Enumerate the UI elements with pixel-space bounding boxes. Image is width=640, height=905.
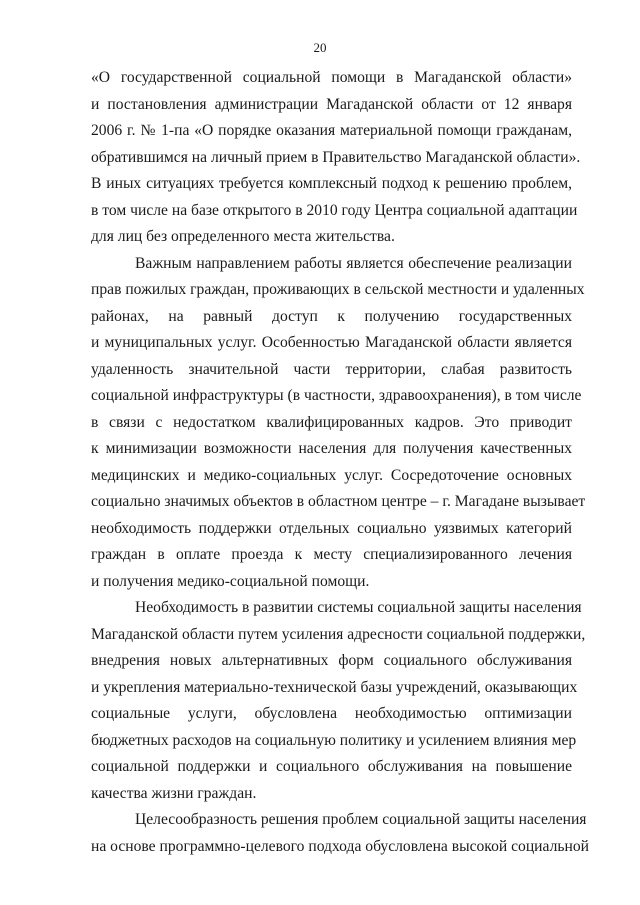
text-line: Важным направлением работы является обеспечение реализации <box>135 254 572 272</box>
text-line: социальные услуги, обусловлена необходимостью оптимизации <box>91 705 572 722</box>
body-text <box>91 65 589 860</box>
text-line: бюджетных расходов на социальную политику и усилением влияния мер <box>91 731 577 749</box>
text-line: обратившимся на личный прием в Правительство Магаданской области». <box>91 148 581 166</box>
page-number: 20 <box>313 40 327 55</box>
text-line: социально значимых объектов в областном центре – г. Магадане вызывает <box>91 493 586 510</box>
text-line: районах, на равный доступ к получению государственных <box>91 307 572 325</box>
text-line: и получения медико-социальной помощи. <box>91 572 370 590</box>
text-line: Необходимость в развитии системы социальной защиты населения <box>135 599 582 616</box>
text-line: и муниципальных услуг. Особенностью Магаданской области является <box>91 334 572 351</box>
text-line: в том числе на базе открытого в 2010 году Центра социальной адаптации <box>91 201 578 219</box>
text-line: для лиц без определенного места жительства. <box>91 228 395 245</box>
text-line: Целесообразность решения проблем социальной защиты населения <box>135 811 587 828</box>
text-line: 2006 г. № 1-па «О порядке оказания материальной помощи гражданам, <box>91 122 572 139</box>
paragraph <box>91 251 586 596</box>
text-line: В иных ситуациях требуется комплексный подход к решению проблем, <box>91 175 572 192</box>
text-line: необходимость поддержки отдельных социально уязвимых категорий <box>91 519 572 537</box>
text-line: в связи с недостатком квалифицированных кадров. Это приводит <box>91 413 572 431</box>
text-line: на основе программно-целевого подхода обусловлена высокой социальной <box>91 837 589 855</box>
text-line: «О государственной социальной помощи в Магаданской области» <box>91 69 572 86</box>
text-line: внедрения новых альтернативных форм социального обслуживания <box>91 652 572 669</box>
text-line: социальной поддержки и социального обслуживания на повышение <box>91 758 572 775</box>
text-line: качества жизни граждан. <box>91 784 257 802</box>
paragraph <box>91 807 589 860</box>
text-line: граждан в оплате проезда к месту специализированного лечения <box>91 546 572 563</box>
paragraph <box>91 65 581 251</box>
text-line: к минимизации возможности населения для получения качественных <box>91 440 572 457</box>
text-line: Магаданской области путем усиления адресности социальной поддержки, <box>91 625 586 643</box>
text-line: прав пожилых граждан, проживающих в сельской местности и удаленных <box>91 281 585 298</box>
text-line: социальной инфраструктуры (в частности, здравоохранения), в том числе <box>91 387 582 404</box>
text-line: и укрепления материально-технической базы учреждений, оказывающих <box>91 678 578 696</box>
text-line: удаленность значительной части территории, слабая развитость <box>91 360 572 378</box>
text-line: и постановления администрации Магаданской области от 12 января <box>91 95 572 113</box>
paragraph <box>91 595 586 807</box>
text-line: медицинских и медико-социальных услуг. Сосредоточение основных <box>91 466 572 484</box>
